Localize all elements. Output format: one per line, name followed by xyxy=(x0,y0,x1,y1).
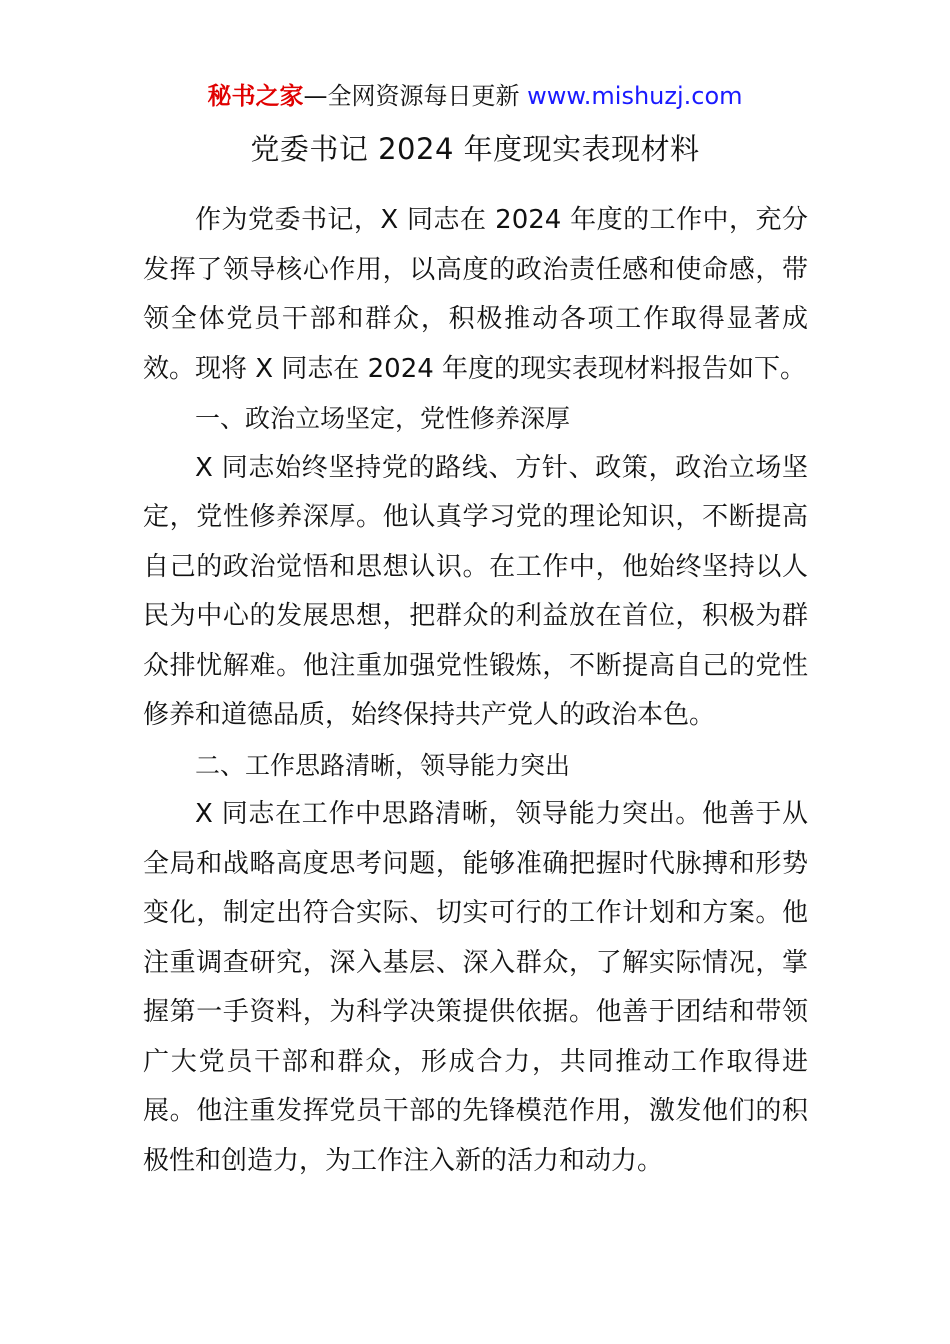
document-body xyxy=(143,196,808,1186)
section-paragraph-1: X 同志始终坚持党的路线、方针、政策，政治立场坚定，党性修养深厚。他认真学习党的理论知识，不断提高自己的政治觉悟和思想认识。在工作中，他始终坚持以人民为中心的发展思想，把群众的利益放在首位，积极为群众排忧解难。他注重加强党性锻炼，不断提高自己的党性修养和道德品质，始终保持共产党人的政治本色。 xyxy=(143,452,808,730)
section-paragraph-2: X 同志在工作中思路清晰，领导能力突出。他善于从全局和战略高度思考问题，能够准确把握时代脉搏和形势变化，制定出符合实际、切实可行的工作计划和方案。他注重调查研究，深入基层、深入群众，了解实际情况，掌握第一手资料，为科学决策提供依据。他善于团结和带领广大党员干部和群众，形成合力，共同推动工作取得进展。他注重发挥党员干部的先锋模范作用，激发他们的积极性和创造力，为工作注入新的活力和动力。 xyxy=(143,799,808,1176)
document-title: 党委书记 2024 年度现实表现材料 xyxy=(250,132,700,166)
section-heading-1: 一、政治立场坚定，党性修养深厚 xyxy=(195,404,571,433)
brand-name: 秘书之家 xyxy=(207,82,304,110)
section-heading-2: 二、工作思路清晰，领导能力突出 xyxy=(195,750,571,780)
site-header xyxy=(0,78,950,114)
header-tagline: —全网资源每日更新 xyxy=(303,82,528,110)
site-url-link[interactable]: www.mishuzj.com xyxy=(527,82,743,110)
intro-paragraph: 作为党委书记，X 同志在 2024 年度的工作中，充分发挥了领导核心作用，以高度的政治责任感和使命感，带领全体党员干部和群众，积极推动各项工作取得显著成效。现将 X 同志在 2024 年度的现实表现材料报告如下。 xyxy=(143,205,808,384)
